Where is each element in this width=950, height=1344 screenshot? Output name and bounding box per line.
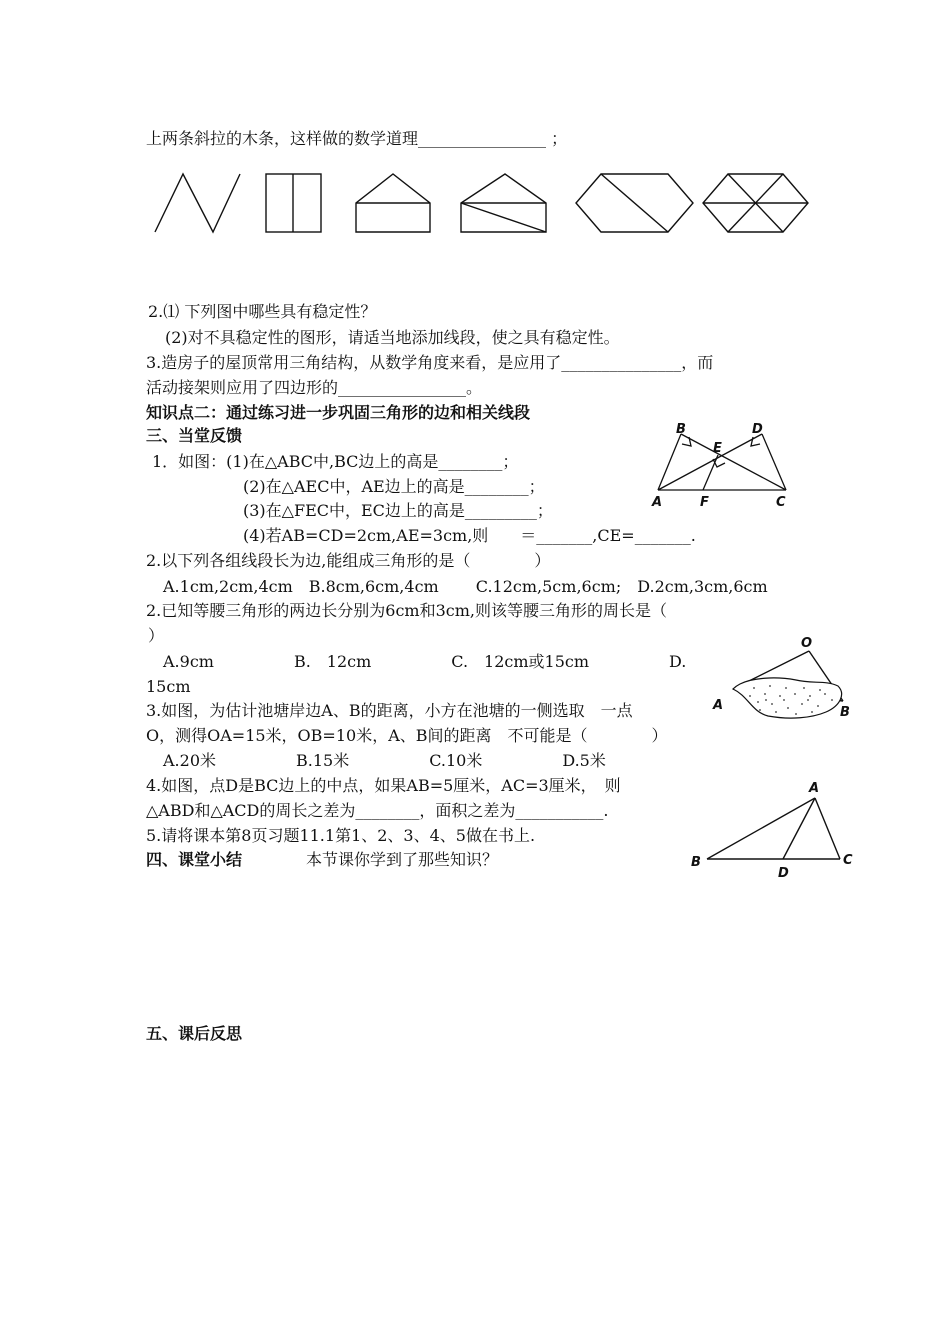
section-knowledge-2: 知识点二：通过练习进一步巩固三角形的边和相关线段 bbox=[146, 403, 531, 422]
question-4-line1: 4.如图，点D是BC边上的中点，如果AB=5厘米，AC=3厘米， 则 bbox=[146, 776, 621, 795]
label-d: D bbox=[752, 422, 763, 437]
options-isosceles-cont: 15cm bbox=[146, 677, 191, 696]
line-reason: 上两条斜拉的木条，这样做的数学道理________________ ； bbox=[146, 129, 568, 148]
question-2-isosceles: 2.已知等腰三角形的两边长分别为6cm和3cm,则该等腰三角形的周长是（ bbox=[146, 601, 667, 620]
question-5: 5.请将课本第8页习题11.1第1、2、3、4、5做在书上. bbox=[146, 826, 536, 845]
question-3-pond-line1: 3.如图，为估计池塘岸边A、B的距离，小方在池塘的一侧选取 一点 bbox=[146, 701, 633, 720]
label-b: B bbox=[840, 705, 850, 720]
label-d: D bbox=[778, 866, 789, 881]
question-2-2: (2)对不具稳定性的图形，请适当地添加线段，使之具有稳定性。 bbox=[165, 328, 620, 347]
label-a: A bbox=[809, 781, 820, 796]
feedback-1-2: (2)在△AEC中，AE边上的高是________； bbox=[243, 477, 545, 496]
label-c: C bbox=[776, 495, 786, 510]
label-e: E bbox=[713, 441, 722, 456]
section-4-prompt: 本节课你学到了那些知识？ bbox=[306, 850, 499, 869]
section-5-title: 五、课后反思 bbox=[146, 1024, 243, 1043]
options-2: A.1cm,2cm,4cm B.8cm,6cm,4cm C.12cm,5cm,6cm; D.2cm,3cm,6cm bbox=[163, 577, 768, 596]
feedback-1-4: (4)若AB=CD=2cm,AE=3cm,则 ＝_______,CE=_______. bbox=[243, 526, 696, 545]
label-o: O bbox=[801, 636, 813, 651]
section-3-title: 三、当堂反馈 bbox=[146, 426, 243, 445]
question-2-isosceles-paren: ） bbox=[148, 626, 165, 645]
feedback-1-1: 1．如图：(1)在△ABC中,BC边上的高是________； bbox=[152, 452, 519, 471]
question-2-1: 2.⑴ 下列图中哪些具有稳定性？ bbox=[148, 302, 377, 321]
label-f: F bbox=[700, 495, 709, 510]
question-4-line2: △ABD和△ACD的周长之差为________，面积之差为___________. bbox=[146, 801, 609, 820]
question-2-triangle-sides: 2.以下列各组线段长为边,能组成三角形的是（ ） bbox=[146, 551, 551, 570]
label-b: B bbox=[676, 422, 686, 437]
label-c: C bbox=[843, 853, 853, 868]
question-3-line1: 3.造房子的屋顶常用三角结构，从数学角度来看，是应用了_______________，而 bbox=[146, 353, 714, 372]
label-a: A bbox=[713, 698, 724, 713]
question-3-line2: 活动接架则应用了四边形的________________。 bbox=[146, 378, 483, 397]
label-a: A bbox=[652, 495, 663, 510]
question-3-pond-line2: O，测得OA=15米，OB=10米，A、B间的距离 不可能是（ ） bbox=[146, 726, 668, 745]
section-4-title: 四、课堂小结 bbox=[146, 850, 243, 869]
options-isosceles: A.9cm B. 12cm C. 12cm或15cm D. bbox=[163, 652, 687, 671]
label-b: B bbox=[691, 855, 701, 870]
feedback-1-3: (3)在△FEC中，EC边上的高是_________； bbox=[243, 501, 553, 520]
options-pond: A.20米 B.15米 C.10米 D.5米 bbox=[163, 751, 606, 770]
